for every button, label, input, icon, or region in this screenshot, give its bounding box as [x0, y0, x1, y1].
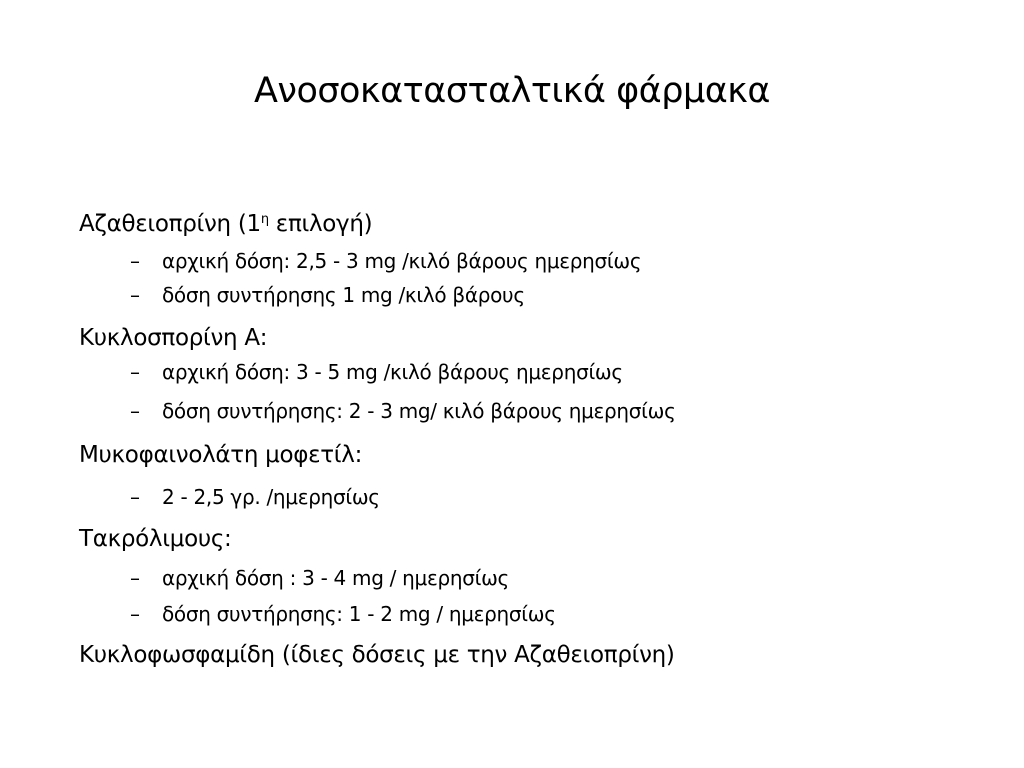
- dash-marker: –: [130, 360, 140, 384]
- sub-bullet: [130, 282, 525, 308]
- sub-bullet: [130, 359, 623, 385]
- bullet-azathioprine-text: Αζαθειοπρίνη (1: [79, 211, 261, 237]
- dash-marker: –: [130, 399, 140, 423]
- bullet-cyclophosphamide: [79, 640, 675, 670]
- sub-bullet: [130, 601, 556, 627]
- bullet-tacrolimus: [79, 524, 232, 554]
- sub-bullet-text: αρχική δόση : 3 - 4 mg / ημερησίως: [162, 566, 509, 590]
- dash-marker: –: [130, 283, 140, 307]
- sub-bullet: [130, 248, 641, 274]
- bullet-azathioprine: [79, 209, 372, 239]
- sub-bullet-text: δόση συντήρησης: 2 - 3 mg/ κιλό βάρους ημερησίως: [162, 399, 676, 423]
- slide-title: Ανοσοκατασταλτικά φάρμακα: [253, 71, 771, 111]
- bullet-mycophenolate-text: Μυκοφαινολάτη μοφετίλ:: [79, 442, 363, 468]
- sub-bullet-text: αρχική δόση: 2,5 - 3 mg /κιλό βάρους ημερησίως: [162, 249, 642, 273]
- sub-bullet: [130, 565, 509, 591]
- bullet-azathioprine-text-end: επιλογή): [268, 211, 373, 237]
- bullet-cyclosporine-text: Κυκλοσπορίνη Α:: [79, 325, 268, 351]
- bullet-mycophenolate: [79, 440, 362, 470]
- bullet-cyclophosphamide-text: Κυκλοφωσφαμίδη (ίδιες δόσεις με την Αζαθειοπρίνη): [79, 642, 675, 668]
- dash-marker: –: [130, 602, 140, 626]
- sub-bullet-text: δόση συντήρησης 1 mg /κιλό βάρους: [162, 283, 525, 307]
- sub-bullet: [130, 398, 676, 424]
- bullet-cyclosporine: [79, 323, 267, 353]
- dash-marker: –: [130, 566, 140, 590]
- sub-bullet: [130, 484, 380, 510]
- sub-bullet-text: αρχική δόση: 3 - 5 mg /κιλό βάρους ημερησίως: [162, 360, 623, 384]
- dash-marker: –: [130, 485, 140, 509]
- superscript-eta: η: [260, 212, 269, 227]
- sub-bullet-text: δόση συντήρησης: 1 - 2 mg / ημερησίως: [162, 602, 556, 626]
- sub-bullet-text: 2 - 2,5 γρ. /ημερησίως: [162, 485, 380, 509]
- dash-marker: –: [130, 249, 140, 273]
- bullet-tacrolimus-text: Τακρόλιμους:: [79, 526, 232, 552]
